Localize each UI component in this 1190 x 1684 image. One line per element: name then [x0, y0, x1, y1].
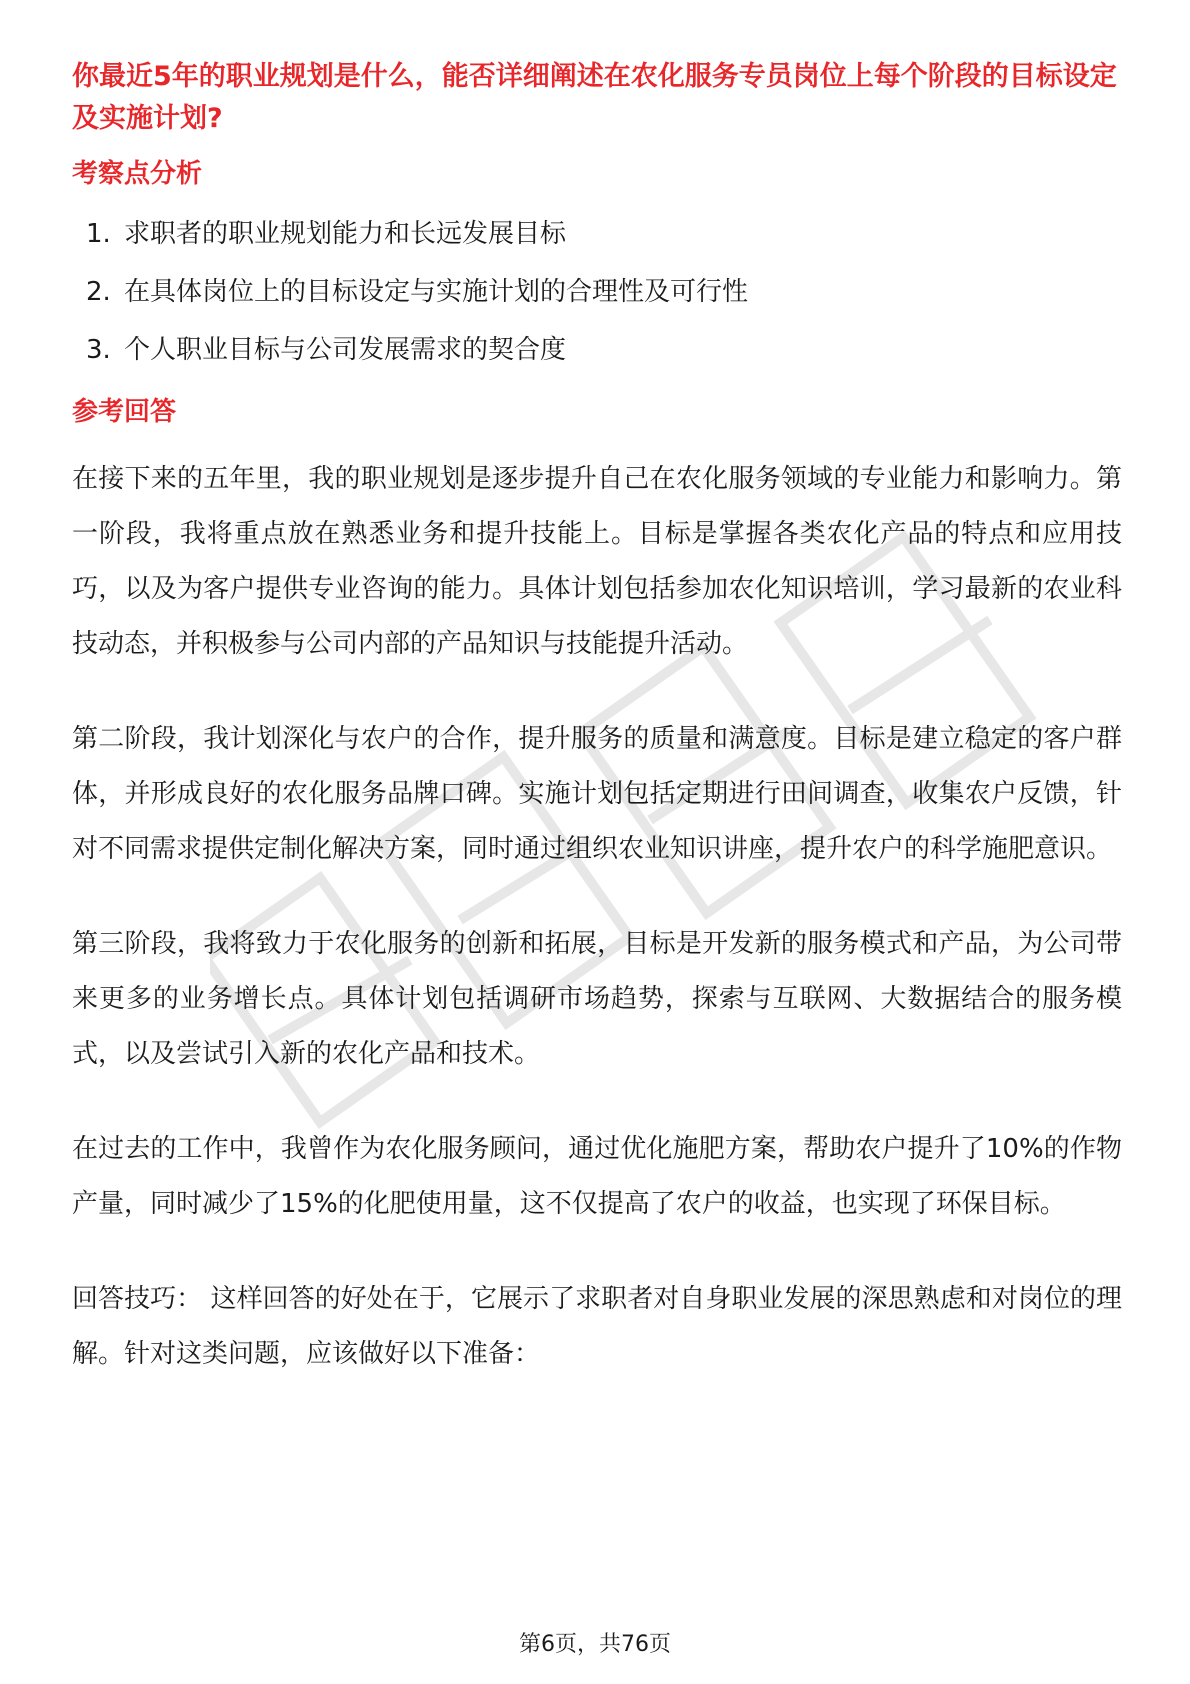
answer-title: 参考回答: [72, 397, 177, 427]
list-item: [86, 332, 1122, 368]
answer-paragraph: 第三阶段，我将致力于农化服务的创新和拓展，目标是开发新的服务模式和产品，为公司带来更多的业务增长点。具体计划包括调研市场趋势，探索与互联网、大数据结合的服务模式，以及尝试引入新的农化产品和技术。: [72, 929, 1122, 1069]
document-page: [72, 56, 1122, 1422]
analysis-list: [72, 216, 1122, 368]
list-item-number: 1.: [86, 219, 111, 249]
list-item-text: 个人职业目标与公司发展需求的契合度: [124, 335, 567, 365]
answer-tips-paragraph: 回答技巧： 这样回答的好处在于，它展示了求职者对自身职业发展的深思熟虑和对岗位的理解。针对这类问题，应该做好以下准备：: [72, 1284, 1122, 1369]
list-item-text: 在具体岗位上的目标设定与实施计划的合理性及可行性: [124, 277, 749, 307]
answer-paragraph: 在过去的工作中，我曾作为农化服务顾问，通过优化施肥方案，帮助农户提升了10%的作物产量，同时减少了15%的化肥使用量，这不仅提高了农户的收益，也实现了环保目标。: [72, 1134, 1122, 1219]
list-item-number: 3.: [86, 335, 111, 365]
list-item-text: 求职者的职业规划能力和长远发展目标: [124, 219, 567, 249]
question-heading: 你最近5年的职业规划是什么，能否详细阐述在农化服务专员岗位上每个阶段的目标设定及实施计划?: [72, 61, 1117, 134]
answer-paragraph: 第二阶段，我计划深化与农户的合作，提升服务的质量和满意度。目标是建立稳定的客户群体，并形成良好的农化服务品牌口碑。实施计划包括定期进行田间调查，收集农户反馈，针对不同需求提供定制化解决方案，同时通过组织农业知识讲座，提升农户的科学施肥意识。: [72, 724, 1122, 864]
page-number-footer: 第6页，共76页: [519, 1632, 671, 1657]
list-item: [86, 274, 1122, 310]
list-item-number: 2.: [86, 277, 111, 307]
analysis-title: 考察点分析: [72, 159, 203, 189]
list-item: [86, 216, 1122, 252]
answer-paragraph: 在接下来的五年里，我的职业规划是逐步提升自己在农化服务领域的专业能力和影响力。第一阶段，我将重点放在熟悉业务和提升技能上。目标是掌握各类农化产品的特点和应用技巧，以及为客户提供专业咨询的能力。具体计划包括参加农化知识培训，学习最新的农业科技动态，并积极参与公司内部的产品知识与技能提升活动。: [72, 464, 1122, 659]
